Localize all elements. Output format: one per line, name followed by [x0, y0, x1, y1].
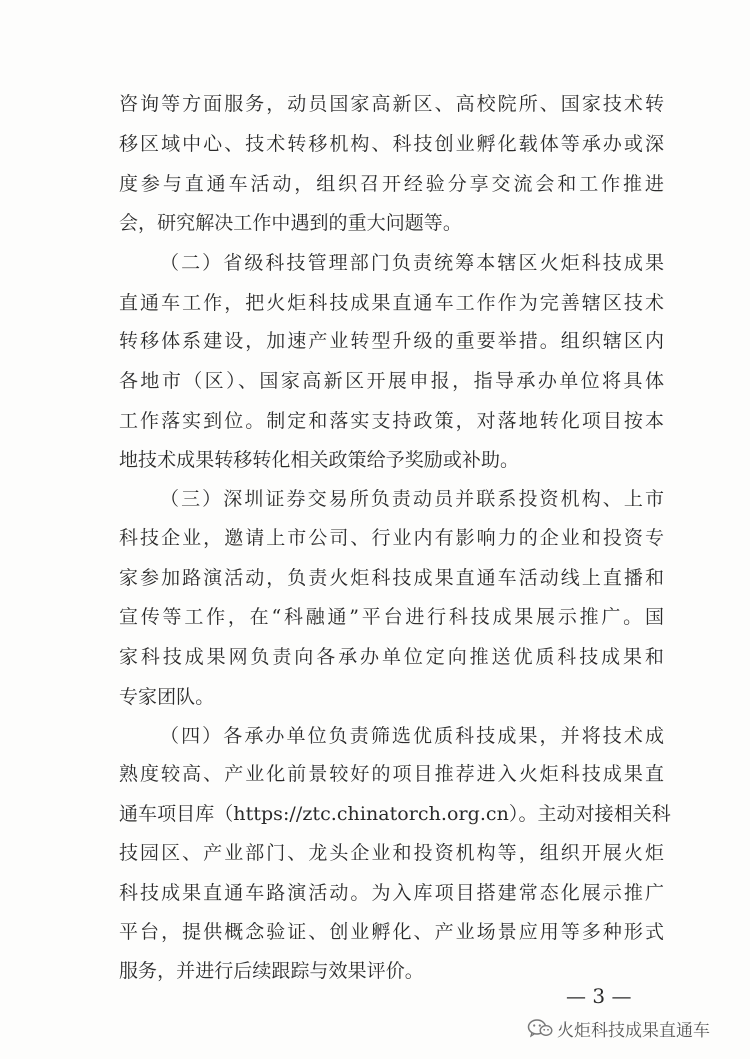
- page-number: — 3 —: [566, 984, 632, 1008]
- text-line: 家科技成果网负责向各承办单位定向推送优质科技成果和: [119, 646, 664, 668]
- watermark-text: 火炬科技成果直通车: [557, 1020, 710, 1041]
- paragraph-heading-line: （三）深圳证券交易所负责动员并联系投资机构、上市: [160, 488, 664, 510]
- text-line: 会，研究解决工作中遇到的重大问题等。: [119, 212, 462, 234]
- text-line: 科技企业，邀请上市公司、行业内有影响力的企业和投资专: [119, 527, 664, 549]
- watermark: [527, 1015, 710, 1041]
- text-line: 专家团队。: [119, 686, 215, 708]
- text-line: 度参与直通车活动，组织召开经验分享交流会和工作推进: [119, 173, 664, 195]
- text-line: 宣传等工作，在“科融通”平台进行科技成果展示推广。国: [119, 606, 664, 628]
- text-line: 移区域中心、技术转移机构、科技创业孵化载体等承办或深: [119, 133, 664, 155]
- paragraph-heading-line: （二）省级科技管理部门负责统筹本辖区火炬科技成果: [160, 252, 664, 274]
- paragraph-heading-line: （四）各承办单位负责筛选优质科技成果，并将技术成: [160, 725, 664, 747]
- text-line: 技园区、产业部门、龙头企业和投资机构等，组织开展火炬: [119, 842, 664, 864]
- text-line: 家参加路演活动，负责火炬科技成果直通车活动线上直播和: [119, 567, 664, 589]
- text-line: 地技术成果转移转化相关政策给予奖励或补助。: [119, 449, 520, 471]
- text-line: 通车项目库（https://ztc.chinatorch.org.cn）。主动对接相关科: [119, 803, 671, 825]
- text-line: 工作落实到位。制定和落实支持政策，对落地转化项目按本: [119, 410, 664, 432]
- wechat-icon: [527, 1018, 553, 1038]
- text-line: 平台，提供概念验证、创业孵化、产业场景应用等多种形式: [119, 921, 664, 943]
- text-line: 服务，并进行后续跟踪与效果评价。: [119, 960, 424, 982]
- text-line: 直通车工作，把火炬科技成果直通车工作作为完善辖区技术: [119, 292, 664, 314]
- text-line: 各地市（区）、国家高新区开展申报，指导承办单位将具体: [119, 370, 664, 392]
- text-line: 转移体系建设，加速产业转型升级的重要举措。组织辖区内: [119, 330, 664, 352]
- text-line: 科技成果直通车路演活动。为入库项目搭建常态化展示推广: [119, 882, 664, 904]
- text-line: 熟度较高、产业化前景较好的项目推荐进入火炬科技成果直: [119, 763, 664, 785]
- text-line: 咨询等方面服务，动员国家高新区、高校院所、国家技术转: [119, 93, 664, 115]
